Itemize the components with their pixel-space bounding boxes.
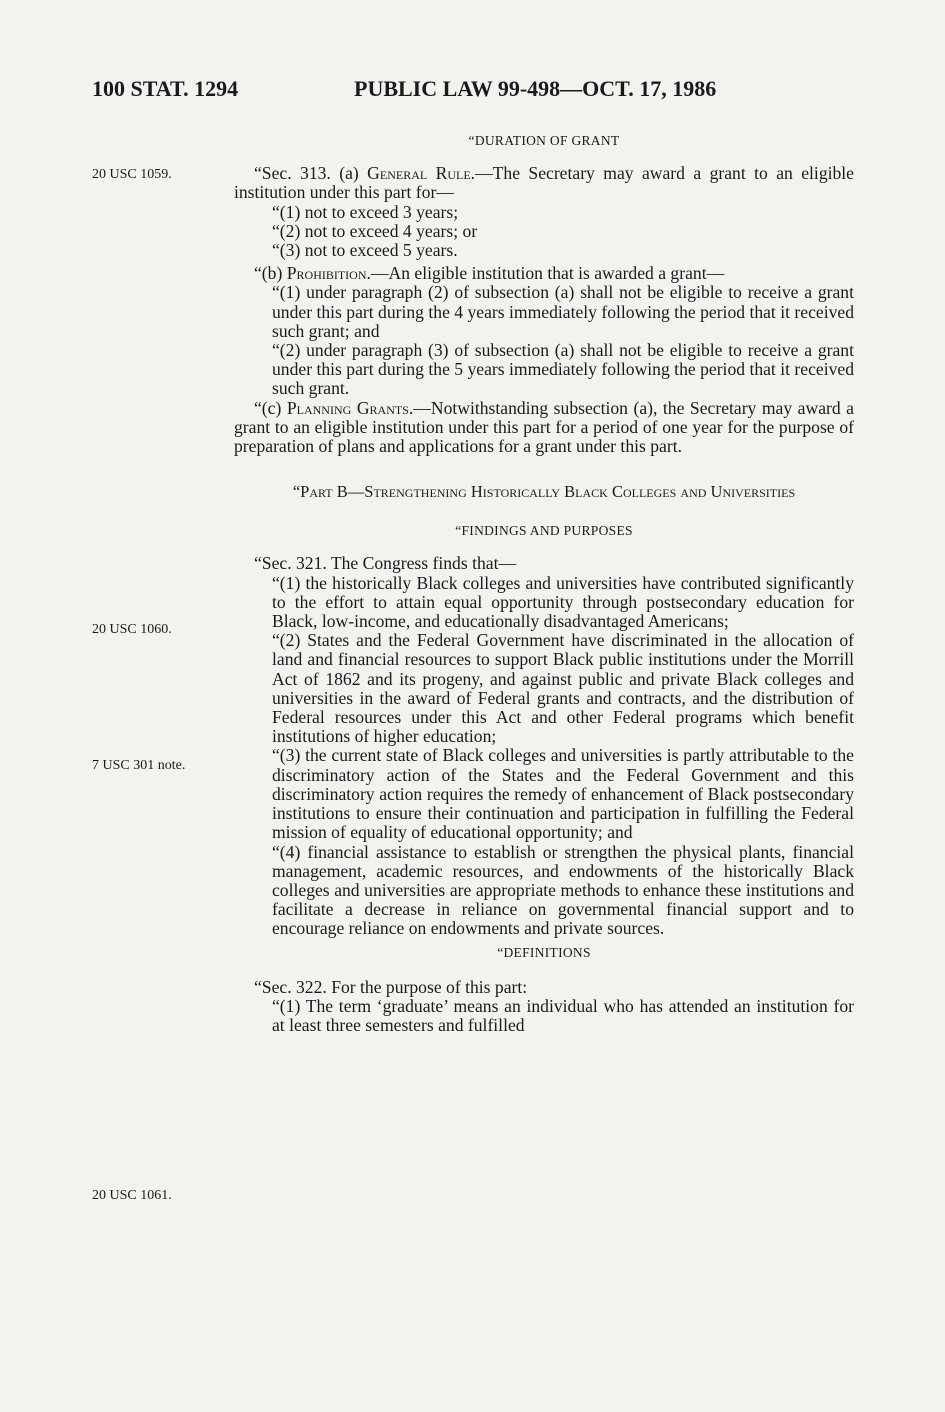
sec313-a-prefix: “Sec. 313. (a) <box>254 163 368 184</box>
sec313-subsection-c <box>234 399 854 457</box>
page-header <box>92 76 852 116</box>
document-body <box>234 131 854 1035</box>
section-heading-duration: “DURATION OF GRANT <box>468 133 620 148</box>
sec313-a-caption: General Rule <box>367 163 471 184</box>
sec322-intro: “Sec. 322. For the purpose of this part: <box>254 976 528 997</box>
section-heading-findings: “FINDINGS AND PURPOSES <box>455 523 633 539</box>
sec321-intro: “Sec. 321. The Congress finds that— <box>254 553 517 574</box>
sec313-b-prefix: “(b) <box>254 263 287 284</box>
sec313-b-text: .—An eligible institution that is awarded a grant— <box>366 263 725 284</box>
sec322-definition-1: “(1) The term ‘graduate’ means an individual who has attended an institution for at least three semesters and fulfilled <box>272 995 854 1036</box>
margin-note-usc-1060: 20 USC 1060. <box>92 622 172 637</box>
sec321-finding-3: “(3) the current state of Black colleges and universities is partly attributable to the discriminatory action of the States and the Federal Government and this discriminatory action requires the remedy of enhancement of Black postsecondary institutions to ensure their continuation and participation in fulfilling the Federal mission of equality of educational opportunity; and <box>272 745 854 843</box>
sec313-item-3: “(3) not to exceed 5 years. <box>272 240 458 261</box>
sec313-b-2: “(2) under paragraph (3) of subsection (a) shall not be eligible to receive a grant under this part during the 5 years immediately following the period that it received such grant. <box>272 340 854 399</box>
public-law-title: PUBLIC LAW 99-498—OCT. 17, 1986 <box>354 76 717 101</box>
sec313-a-text: .—The Secretary may award a grant to an eligible institution under this part for— <box>234 163 854 203</box>
sec313-item-1: “(1) not to exceed 3 years; <box>272 201 459 222</box>
sec313-subsection-a <box>234 164 854 202</box>
stat-page-number: 100 STAT. 1294 <box>92 76 239 101</box>
sec313-c-caption: Planning Grants <box>286 397 409 418</box>
sec321-finding-2: “(2) States and the Federal Government have discriminated in the allocation of land and financial resources to support Black public institutions under the Morrill Act of 1862 and its progeny, and against public and private Black colleges and universities in the award of Federal grants and contracts, and the distribution of Federal resources under this Act and other Federal programs which benefit institutions of higher education; <box>272 630 854 747</box>
margin-note-usc-1059: 20 USC 1059. <box>92 167 172 182</box>
sec313-c-text: .—Notwithstanding subsection (a), the Secretary may award a grant to an eligible institution under this part for a period of one year for the purpose of preparation of plans and applications for a grant under this part. <box>234 397 854 457</box>
part-b-heading: “Part B—Strengthening Historically Black Colleges and Universities <box>292 482 796 502</box>
sec313-c-prefix: “(c) <box>254 397 287 418</box>
margin-note-usc-1061: 20 USC 1061. <box>92 1188 172 1203</box>
sec313-item-2: “(2) not to exceed 4 years; or <box>272 220 478 241</box>
section-heading-definitions: “DEFINITIONS <box>497 944 591 960</box>
margin-note-7-usc-301: 7 USC 301 note. <box>92 758 186 773</box>
sec313-b-1: “(1) under paragraph (2) of subsection (a) shall not be eligible to receive a grant under this part during the 4 years immediately following the period that it received such grant; and <box>272 282 854 341</box>
sec313-b-caption: Prohibition <box>286 263 367 284</box>
sec321-finding-1: “(1) the historically Black colleges and universities have contributed significantly to the effort to attain equal opportunity through postsecondary education for Black, low-income, and educationally disadvantaged Americans; <box>272 572 854 632</box>
sec313-subsection-b <box>234 264 854 283</box>
sec321-finding-4: “(4) financial assistance to establish or strengthen the physical plants, financial management, academic resources, and endowments of the historically Black colleges and universities are appropriate methods to enhance these institutions and facilitate a decrease in reliance on governmental financial support and to encourage reliance on endowments and private sources. <box>272 841 854 939</box>
